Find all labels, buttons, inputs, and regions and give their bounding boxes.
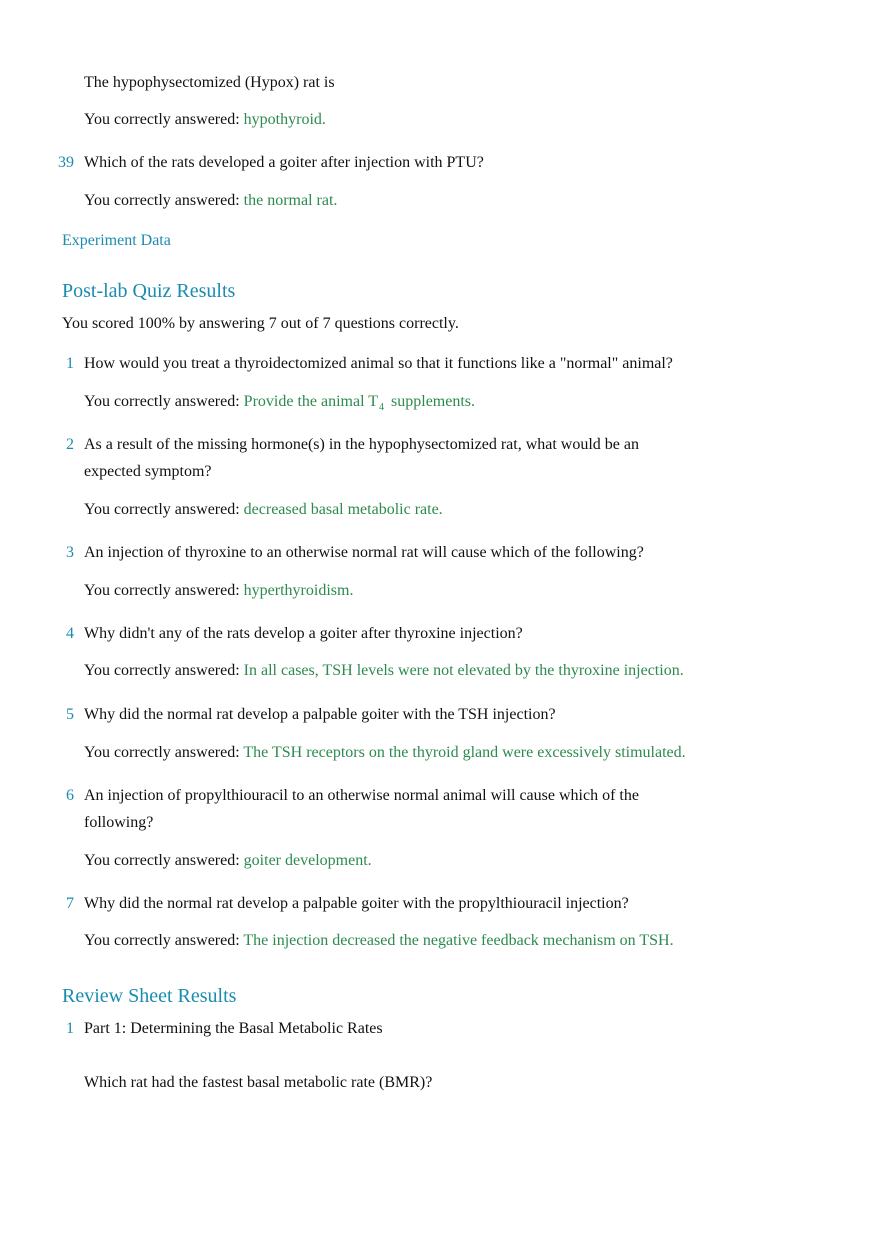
question-number: 4	[66, 625, 74, 642]
answer-value: In all cases, TSH levels were not elevated by the thyroxine injection.	[243, 662, 684, 679]
question-text-continued: expected symptom?	[84, 463, 212, 480]
answer-line	[84, 392, 475, 414]
question-text: An injection of thyroxine to an otherwise normal rat will cause which of the following?	[84, 544, 644, 561]
question-text: The hypophysectomized (Hypox) rat is	[84, 74, 335, 91]
answer-value: hyperthyroidism.	[243, 582, 354, 599]
question-number: 39	[58, 154, 74, 171]
answer-value: the normal rat.	[243, 192, 338, 209]
answer-line	[84, 110, 326, 130]
question-number: 7	[66, 895, 74, 912]
answer-prefix: You correctly answered:	[84, 932, 240, 949]
answer-prefix: You correctly answered:	[84, 501, 240, 518]
answer-line	[84, 191, 337, 211]
answer-prefix: You correctly answered:	[84, 662, 240, 679]
question-text: As a result of the missing hormone(s) in the hypophysectomized rat, what would be an	[84, 436, 639, 453]
answer-line	[84, 743, 686, 763]
answer-value: goiter development.	[243, 852, 372, 869]
score-text: You scored 100% by answering 7 out of 7 questions correctly.	[62, 315, 459, 332]
experiment-data-link[interactable]: Experiment Data	[62, 232, 171, 249]
postlab-heading: Post-lab Quiz Results	[62, 280, 236, 302]
answer-prefix: You correctly answered:	[84, 111, 240, 128]
question-text: Why did the normal rat develop a palpable goiter with the TSH injection?	[84, 706, 556, 723]
question-number: 5	[66, 706, 74, 723]
answer-prefix: You correctly answered:	[84, 744, 240, 761]
answer-line	[84, 851, 372, 871]
question-text: Why didn't any of the rats develop a goiter after thyroxine injection?	[84, 625, 523, 642]
question-number: 1	[66, 1020, 74, 1037]
answer-line	[84, 661, 684, 681]
answer-prefix: You correctly answered:	[84, 852, 240, 869]
question-text: Why did the normal rat develop a palpable goiter with the propylthiouracil injection?	[84, 895, 629, 912]
answer-value: The TSH receptors on the thyroid gland were excessively stimulated.	[243, 744, 686, 761]
answer-value: decreased basal metabolic rate.	[243, 501, 443, 518]
question-number: 1	[66, 355, 74, 372]
review-heading: Review Sheet Results	[62, 985, 237, 1007]
question-text: Which rat had the fastest basal metabolic rate (BMR)?	[84, 1074, 433, 1091]
answer-prefix: You correctly answered:	[84, 582, 240, 599]
question-number: 2	[66, 436, 74, 453]
question-text-continued: following?	[84, 814, 154, 831]
question-text: Which of the rats developed a goiter after injection with PTU?	[84, 154, 484, 171]
answer-value: Provide the animal $T_4$ supplements.	[243, 393, 476, 413]
answer-line	[84, 581, 353, 601]
question-number: 3	[66, 544, 74, 561]
question-number: 6	[66, 787, 74, 804]
answer-value: hypothyroid.	[243, 111, 326, 128]
answer-line	[84, 500, 443, 520]
answer-line	[84, 931, 674, 951]
answer-prefix: You correctly answered:	[84, 192, 240, 209]
question-text: An injection of propylthiouracil to an otherwise normal animal will cause which of the	[84, 787, 639, 804]
subscript: 4	[379, 402, 385, 413]
answer-value: The injection decreased the negative feedback mechanism on TSH.	[243, 932, 674, 949]
part-title: Part 1: Determining the Basal Metabolic Rates	[84, 1020, 383, 1037]
question-text: How would you treat a thyroidectomized animal so that it functions like a "normal" animal?	[84, 355, 673, 372]
answer-prefix: You correctly answered:	[84, 393, 240, 410]
